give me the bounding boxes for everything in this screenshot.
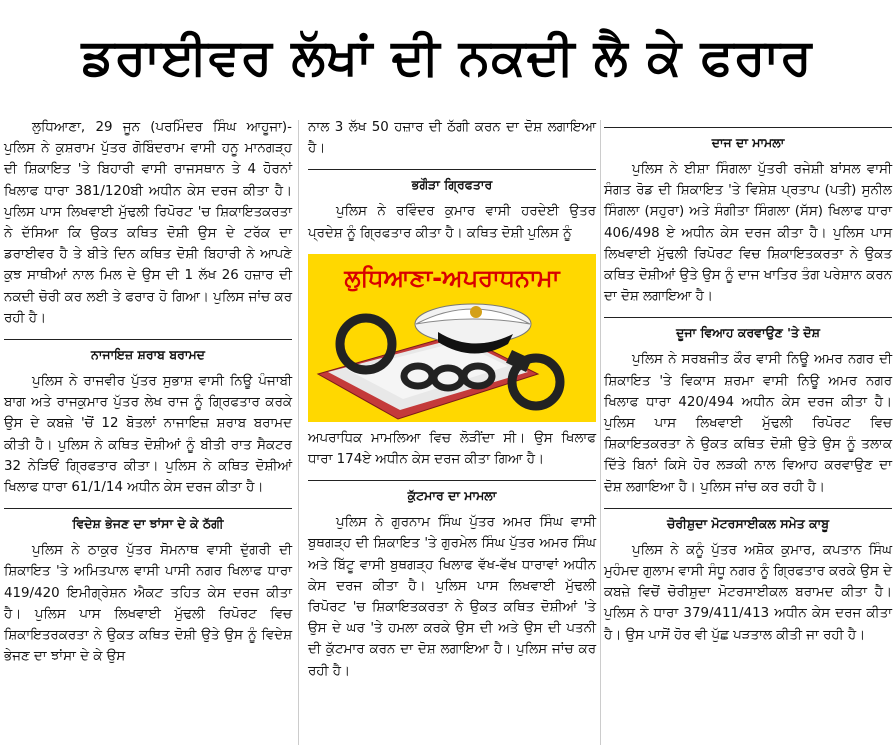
dowry-case-text: ਪੁਲਿਸ ਨੇ ਈਸ਼ਾ ਸਿੰਗਲਾ ਪੁੱਤਰੀ ਰਜੇਸ਼ੀ ਬਾਂਸਲ ਵਾਸੀ ਸੰਗਤ ਰੋਡ ਦੀ ਸ਼ਿਕਾਇਤ 'ਤੇ ਵਿਸ਼ੇਸ਼ ਪ੍ਰਤਾਪ (ਪਤੀ) ਸੁਨੀਲ ਸਿੰਗਲਾ (ਸਹੁਰਾ) ਅਤੇ ਸੰਗੀਤਾ ਸਿੰਗਲਾ (ਸੱਸ) ਖਿਲਾਫ ਧਾਰਾ 406/498 ਏ ਅਧੀਨ ਕੇਸ ਦਰਜ ਕੀਤਾ ਹੈ। ਪੁਲਿਸ ਪਾਸ ਲਿਖਵਾਈ ਮੁੱਢਲੀ ਰਿਪੋਰਟ ਵਿਚ ਸ਼ਿਕਾਇਤਕਰਤਾ ਨੇ ਉਕਤ ਕਥਿਤ ਦੋਸ਼ੀਆਂ ਉਤੇ ਉਸ ਨੂੰ ਦਾਜ ਖਾਤਿਰ ਤੰਗ ਪਰੇਸ਼ਾਨ ਕਰਨ ਦਾ ਦੋਸ਼ ਲਗਾਇਆ ਹੈ। (604, 162, 892, 305)
subheading-abroad-fraud: ਵਿਦੇਸ਼ ਭੇਜਣ ਦਾ ਝਾਂਸਾ ਦੇ ਕੇ ਠੱਗੀ (4, 508, 292, 532)
subheading-illegal-liquor: ਨਾਜਾਇਜ਼ ਸ਼ਰਾਬ ਬਰਾਮਦ (4, 339, 292, 363)
crime-banner-image (308, 254, 596, 422)
column-2 (308, 117, 596, 682)
subheading-stolen-motorcycle: ਚੋਰੀਸ਼ੁਦਾ ਮੋਟਰਸਾਈਕਲ ਸਮੇਤ ਕਾਬੂ (604, 508, 892, 532)
column-divider (600, 120, 601, 745)
assault-case-text: ਪੁਲਿਸ ਨੇ ਗੁਰਨਾਮ ਸਿੰਘ ਪੁੱਤਰ ਅਮਰ ਸਿੰਘ ਵਾਸੀ ਬੁਥਗੜ੍ਹ ਦੀ ਸ਼ਿਕਾਇਤ 'ਤੇ ਗੁਰਮੇਲ ਸਿੰਘ ਪੁੱਤਰ ਅਮਰ ਸਿੰਘ ਅਤੇ ਬਿੱਟੂ ਵਾਸੀ ਬੁਥਗੜ੍ਹ ਖਿਲਾਫ ਵੱਖ-ਵੱਖ ਧਾਰਾਵਾਂ ਅਧੀਨ ਕੇਸ ਦਰਜ ਕੀਤਾ ਹੈ। ਪੁਲਿਸ ਪਾਸ ਲਿਖਵਾਈ ਮੁੱਢਲੀ ਰਿਪੋਰਟ 'ਚ ਸ਼ਿਕਾਇਤਕਰਤਾ ਨੇ ਉਕਤ ਕਥਿਤ ਦੋਸ਼ੀਆਂ 'ਤੇ ਉਸ ਦੇ ਘਰ 'ਤੇ ਹਮਲਾ ਕਰਕੇ ਉਸ ਦੀ ਅਤੇ ਉਸ ਦੀ ਪਤਨੀ ਦੀ ਕੁੱਟਮਾਰ ਕਰਨ ਦਾ ਦੋਸ਼ ਲਗਾਇਆ ਹੈ। ਪੁਲਿਸ ਜਾਂਚ ਕਰ ਰਹੀ ਹੈ। (308, 515, 596, 679)
illegal-liquor-text: ਪੁਲਿਸ ਨੇ ਰਾਜਵੀਰ ਪੁੱਤਰ ਸੁਭਾਸ਼ ਵਾਸੀ ਨਿਊ ਪੰਜਾਬੀ ਬਾਗ ਅਤੇ ਰਾਜਕੁਮਾਰ ਪੁੱਤਰ ਲੇਖ ਰਾਜ ਨੂੰ ਗ੍ਰਿਫਤਾਰ ਕਰਕੇ ਉਸ ਦੇ ਕਬਜ਼ੇ 'ਚੋਂ 12 ਬੋਤਲਾਂ ਨਾਜਾਇਜ਼ ਸ਼ਰਾਬ ਬਰਾਮਦ ਕੀਤੀ ਹੈ। ਪੁਲਿਸ ਨੇ ਕਥਿਤ ਦੋਸ਼ੀਆਂ ਨੂੰ ਬੀਤੀ ਰਾਤ ਸੈਕਟਰ 32 ਨੇੜਿਓਂ ਗ੍ਰਿਫਤਾਰ ਕੀਤਾ। ਪੁਲਿਸ ਨੇ ਕਥਿਤ ਦੋਸ਼ੀਆਂ ਖਿਲਾਫ ਧਾਰਾ 61/1/14 ਅਧੀਨ ਕੇਸ ਦਰਜ ਕੀਤਾ ਹੈ। (4, 374, 292, 496)
abroad-fraud-text: ਪੁਲਿਸ ਨੇ ਠਾਕੁਰ ਪੁੱਤਰ ਸੋਮਨਾਥ ਵਾਸੀ ਦੁੱਗਰੀ ਦੀ ਸ਼ਿਕਾਇਤ 'ਤੇ ਅਮਿਤਪਾਲ ਵਾਸੀ ਪਾਸੀ ਨਗਰ ਖਿਲਾਫ ਧਾਰਾ 419/420 ਇਮੀਗ੍ਰੇਸ਼ਨ ਐਕਟ ਤਹਿਤ ਕੇਸ ਦਰਜ ਕੀਤਾ ਹੈ। ਪੁਲਿਸ ਪਾਸ ਲਿਖਵਾਈ ਮੁੱਢਲੀ ਰਿਪੋਰਟ ਵਿਚ ਸ਼ਿਕਾਇਤਰਕਰਤਾ ਨੇ ਉਕਤ ਕਥਿਤ ਦੋਸ਼ੀ ਉਤੇ ਉਸ ਨੂੰ ਵਿਦੇਸ਼ ਭੇਜਣ ਦਾ ਝਾਂਸਾ ਦੇ ਕੇ ਉਸ (4, 543, 292, 665)
absconder-text: ਪੁਲਿਸ ਨੇ ਰਵਿੰਦਰ ਕੁਮਾਰ ਵਾਸੀ ਹਰਦੇਈ ਉਤਰ ਪ੍ਰਦੇਸ਼ ਨੂੰ ਗ੍ਰਿਫਤਾਰ ਕੀਤਾ ਹੈ। ਕਥਿਤ ਦੋਸ਼ੀ ਪੁਲਿਸ ਨੂੰ (308, 204, 596, 241)
fraud-continued-text: ਨਾਲ 3 ਲੱਖ 50 ਹਜ਼ਾਰ ਦੀ ਠੱਗੀ ਕਰਨ ਦਾ ਦੋਸ਼ ਲਗਾਇਆ ਹੈ। (308, 120, 596, 157)
headline: ਡਰਾਈਵਰ ਲੱਖਾਂ ਦੀ ਨਕਦੀ ਲੈ ਕੇ ਫਰਾਰ (81, 28, 813, 86)
second-marriage-text: ਪੁਲਿਸ ਨੇ ਸਰਬਜੀਤ ਕੌਰ ਵਾਸੀ ਨਿਊ ਅਮਰ ਨਗਰ ਦੀ ਸ਼ਿਕਾਇਤ 'ਤੇ ਵਿਕਾਸ ਸ਼ਰਮਾ ਵਾਸੀ ਨਿਊ ਅਮਰ ਨਗਰ ਖਿਲਾਫ ਧਾਰਾ 420/494 ਅਧੀਨ ਕੇਸ ਦਰਜ ਕੀਤਾ ਹੈ। ਪੁਲਿਸ ਪਾਸ ਲਿਖਵਾਈ ਮੁੱਢਲੀ ਰਿਪੋਰਟ ਵਿਚ ਸ਼ਿਕਾਇਤਕਰਤਾ ਨੇ ਉਕਤ ਕਥਿਤ ਦੋਸ਼ੀ ਉਤੇ ਉਸ ਨੂੰ ਤਲਾਕ ਦਿੱਤੇ ਬਿਨਾਂ ਕਿਸੇ ਹੋਰ ਲੜਕੀ ਨਾਲ ਵਿਆਹ ਕਰਵਾਉਣ ਦਾ ਦੋਸ਼ ਲਗਾਇਆ ਹੈ। ਪੁਲਿਸ ਜਾਂਚ ਕਰ ਰਹੀ ਹੈ। (604, 352, 892, 495)
stolen-motorcycle-text: ਪੁਲਿਸ ਨੇ ਕਨੂੰ ਪੁੱਤਰ ਅਸ਼ੋਕ ਕੁਮਾਰ, ਕਪਤਾਨ ਸਿੰਘ ਮੁਹੰਮਦ ਗੁਲਾਮ ਵਾਸੀ ਸੰਧੂ ਨਗਰ ਨੂੰ ਗ੍ਰਿਫਤਾਰ ਕਰਕੇ ਉਸ ਦੇ ਕਬਜ਼ੇ ਵਿਚੋਂ ਚੋਰੀਸ਼ੁਦਾ ਮੋਟਰਸਾਈਕਲ ਬਰਾਮਦ ਕੀਤਾ ਹੈ। ਪੁਲਿਸ ਨੇ ਧਾਰਾ 379/411/413 ਅਧੀਨ ਕੇਸ ਦਰਜ ਕੀਤਾ ਹੈ। ਉਸ ਪਾਸੋਂ ਹੋਰ ਵੀ ਪੁੱਛ ਪੜਤਾਲ ਕੀਤੀ ਜਾ ਰਹੀ ਹੈ। (604, 542, 892, 643)
lead-article-text: ਲੁਧਿਆਣਾ, 29 ਜੂਨ (ਪਰਮਿੰਦਰ ਸਿੰਘ ਆਹੂਜਾ)- ਪੁਲਿਸ ਨੇ ਕੁਸ਼ਰਾਮ ਪੁੱਤਰ ਗੋਬਿੰਦਰਾਮ ਵਾਸੀ ਹਨੂ ਮਾਨਗੜ੍ਹ ਦੀ ਸ਼ਿਕਾਇਤ 'ਤੇ ਬਿਹਾਰੀ ਵਾਸੀ ਰਾਜਸਥਾਨ ਤੇ 4 ਹੋਰਨਾਂ ਖਿਲਾਫ ਧਾਰਾ 381/120ਬੀ ਅਧੀਨ ਕੇਸ ਦਰਜ ਕੀਤਾ ਹੈ। ਪੁਲਿਸ ਪਾਸ ਲਿਖਵਾਈ ਮੁੱਢਲੀ ਰਿਪੋਰਟ 'ਚ ਸ਼ਿਕਾਇਤਕਰਤਾ ਨੇ ਦੱਸਿਆ ਕਿ ਉਕਤ ਕਥਿਤ ਦੋਸ਼ੀ ਉਸ ਦੇ ਟਰੱਕ ਦਾ ਡਰਾਈਵਰ ਹੈ ਤੇ ਬੀਤੇ ਦਿਨ ਕਥਿਤ ਦੋਸ਼ੀ ਬਿਹਾਰੀ ਨੇ ਆਪਣੇ ਕੁਝ ਸਾਥੀਆਂ ਨਾਲ ਮਿਲ ਦੇ ਉਸ ਦੀ 1 ਲੱਖ 26 ਹਜ਼ਾਰ ਦੀ ਨਕਦੀ ਚੋਰੀ ਕਰ ਲਈ ਤੇ ਫਰਾਰ ਹੋ ਗਿਆ। ਪੁਲਿਸ ਜਾਂਚ ਕਰ ਰਹੀ ਹੈ। (4, 120, 292, 326)
column-3 (604, 117, 892, 646)
subheading-dowry-case: ਦਾਜ ਦਾ ਮਾਮਲਾ (604, 127, 892, 151)
column-1 (4, 117, 292, 667)
subheading-absconder-arrested: ਭਗੌੜਾ ਗ੍ਰਿਫਤਾਰ (308, 169, 596, 193)
banner-title: ਲੁਧਿਆਣਾ-ਅਪਰਾਧਨਾਮਾ (344, 263, 560, 292)
subheading-assault-case: ਕੁੱਟਮਾਰ ਦਾ ਮਾਮਲਾ (308, 480, 596, 504)
absconder-text-continued: ਅਪਰਾਧਿਕ ਮਾਮਲਿਆ ਵਿਚ ਲੋੜੀਂਦਾ ਸੀ। ਉਸ ਖਿਲਾਫ ਧਾਰਾ 174ਏ ਅਧੀਨ ਕੇਸ ਦਰਜ ਕੀਤਾ ਗਿਆ ਹੈ। (308, 430, 596, 468)
subheading-second-marriage: ਦੂਜਾ ਵਿਆਹ ਕਰਵਾਉਣ 'ਤੇ ਦੋਸ਼ (604, 317, 892, 341)
column-divider (298, 120, 299, 745)
